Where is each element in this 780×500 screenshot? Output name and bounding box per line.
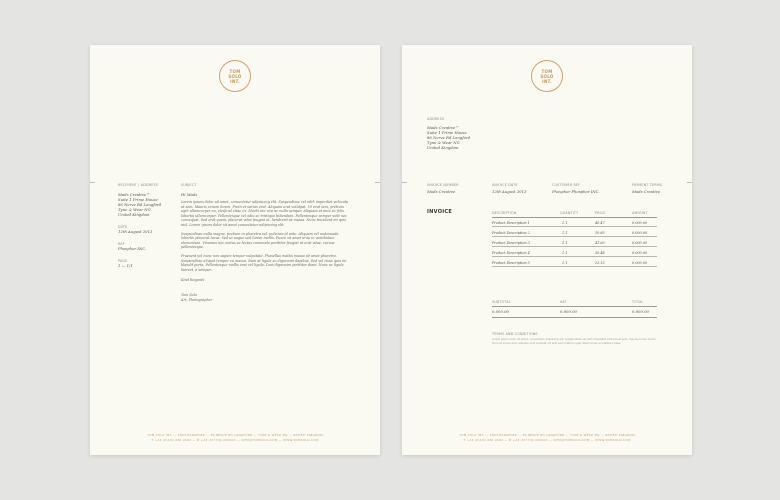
column-header: AMOUNT xyxy=(632,211,648,215)
address-line: United Kingdom xyxy=(118,212,150,217)
item-price: 40.47 xyxy=(595,221,605,225)
logo-badge xyxy=(219,60,251,92)
item-amount: 0.000.00 xyxy=(632,251,648,255)
address-line: Tyne & Wear NG xyxy=(118,207,151,212)
meta-label: PAYMENT TERMS xyxy=(632,183,663,187)
address-line: Suite 1 Prime House xyxy=(118,197,158,202)
letterhead-sheet xyxy=(90,45,380,455)
item-description: Product Description 1 xyxy=(492,221,530,225)
logo-line: SOLO xyxy=(540,73,554,79)
address-line: Suite 1 Prime House xyxy=(427,130,467,135)
total-value: 0.000.00 xyxy=(632,309,649,314)
invoice-address-block xyxy=(427,117,470,150)
meta-label: INVOICE NUMBER xyxy=(427,183,459,187)
ref-label: REF xyxy=(118,242,125,246)
meta-value: Mads Creative xyxy=(632,189,661,194)
invoice-footer xyxy=(402,433,692,442)
address-line: 86 Nerve Rd Longford xyxy=(118,202,162,207)
footer-line: T +44 (0)191 000 0000 — M +44 (0)7700 000000 — INFO@TOMSOLO.COM — WWW.TOMSOLO.COM xyxy=(463,437,631,442)
row-rule xyxy=(492,226,657,227)
row-rule xyxy=(492,236,657,237)
logo-badge xyxy=(531,60,563,92)
row-rule xyxy=(492,266,657,267)
body-paragraph: Lorem ipsum dolor sit amet, consectetur adipiscing elit. Suspendisse vel nibh imperdiet vehicula at sem. Mauris ornare lorem. Proin et varius erat. Aliquam erat volutpat. Ut erat sem, pretium eget ullamcorper eu, eleifend vitae ex. Morbi nec nisi ac nulla semper. Aliquam at ante ac felis lobortis ullamcorper. Pellentesque vel odio ac tristique bibendum. Pellentesque semper velit nec consequat. Sed erat quam, placerat vitae feugiat at, hendrerit ut massa. Nunc tincidunt mi quis nisl. Lorem ipsum dolor sit amet consectetur adipiscing elit. xyxy=(181,200,348,227)
footer-line: TOM SOLO INT. — PHOTOGRAPHER — 86 NERVE RD LONGFORD — TYNE & WEAR NG — UNITED KINGDOM xyxy=(147,433,323,437)
item-quantity: 1.1 xyxy=(562,241,568,245)
invoice-row xyxy=(492,228,657,237)
invoice-address xyxy=(427,125,470,150)
row-rule xyxy=(492,256,657,257)
footer-line: TOM SOLO INT. — PHOTOGRAPHER — 86 NERVE RD LONGFORD — TYNE & WEAR NG — UNITED KINGDOM xyxy=(459,433,635,437)
item-description: Product Description 4 xyxy=(492,251,530,255)
signer-name: Tom Solo xyxy=(181,292,197,297)
item-quantity: 1.1 xyxy=(562,221,568,225)
subtotal-value: 0.000.00 xyxy=(492,309,509,314)
item-price: 30.48 xyxy=(595,251,605,255)
item-amount: 0.000.00 xyxy=(632,221,648,225)
meta-value: 12th August 2013 xyxy=(492,189,527,194)
meta-value: Phosphor Phosphor INC. xyxy=(552,189,600,194)
body-paragraph: Praesent vel nunc non sapien tempor vulputate. Phasellus mattis massa sit amet pharetra. Suspendisse aliquet tempor eu massa. Nam at ligula ac dignissim dapibus. Sed vel risus quis mi blandit porta. Pellentesque mollis erat vel ligula. Duis dignissim porttitor diam. Nunc ac ligula laoreet, a semper. xyxy=(181,253,347,272)
item-price: 41.60 xyxy=(595,241,605,245)
vat-value: 0.000.00 xyxy=(560,309,577,314)
logo-line: TOM xyxy=(229,68,241,74)
date-label: DATE xyxy=(118,225,128,229)
totals-label: SUBTOTAL xyxy=(492,300,511,304)
fold-mark xyxy=(402,182,407,183)
recipient-label: RECIPIENT / ADDRESS xyxy=(118,183,159,187)
fold-mark xyxy=(90,182,95,183)
letter-date: 12th August 2013 xyxy=(118,229,153,234)
item-price: 10.85 xyxy=(595,231,605,235)
totals-label: TOTAL xyxy=(632,300,644,304)
subject-label: SUBJECT xyxy=(181,183,197,187)
item-amount: 0.000.00 xyxy=(632,241,648,245)
fold-mark xyxy=(375,182,380,183)
column-header: QUANTITY xyxy=(560,211,579,215)
address-line: 86 Nerve Rd Longford xyxy=(427,135,471,140)
totals-label: VAT xyxy=(560,300,567,304)
letter-body xyxy=(181,183,351,306)
salutation: Hi Mads xyxy=(181,192,198,197)
item-quantity: 1.1 xyxy=(562,251,568,255)
row-rule xyxy=(492,246,657,247)
meta-value: Mads Creative xyxy=(427,189,456,194)
letter-sidebar xyxy=(118,183,178,268)
invoice-row xyxy=(492,238,657,247)
page-label: PAGE xyxy=(118,259,128,263)
invoice-recipient-label: ADDRESS xyxy=(427,117,445,121)
totals-bottom-rule xyxy=(492,317,657,318)
closing: Kind Regards xyxy=(181,278,205,283)
logo-line: INT. xyxy=(230,78,240,84)
body-paragraph: Suspendisse nulla magna, pretium in pharetra vel, pulvinar id ante. Aliquam vel malesuada lobortis placerat lacus. Sed ut augue sed lorem mollis. Fusce sit amet urna in vestibulum elementum. Vivamus nec metus ac lectus commodo porttitor feugiat ut erat vitae, cursus pellentesque. xyxy=(181,231,339,250)
terms-label: TERMS AND CONDITIONS xyxy=(492,332,538,336)
letter-footer xyxy=(90,433,380,442)
footer-line: T +44 (0)191 000 0000 — M +44 (0)7700 000000 — INFO@TOMSOLO.COM — WWW.TOMSOLO.COM xyxy=(151,437,319,442)
totals-rule xyxy=(492,306,657,307)
item-amount: 0.000.00 xyxy=(632,231,648,235)
logo-line: INT. xyxy=(542,78,552,84)
address-line: Mads Creative™ xyxy=(118,192,150,197)
terms-text: Lorem ipsum dolor sit amet, consectetur adipiscing elit. Suspendisse vel nibh imperdiet vehicula at sem, mauris ornare lorem. Proin et varius erat, aliquam erat volutpat. Ut erat sem pretium eget ullamcorper eu eleifend vitae. xyxy=(492,338,657,345)
letter-ref: Phosphor INC. xyxy=(118,246,147,251)
letter-page: 1 — 1/1 xyxy=(118,263,133,268)
item-quantity: 1.1 xyxy=(562,261,568,265)
meta-label: INVOICE DATE xyxy=(492,183,518,187)
meta-label: CUSTOMER REF xyxy=(552,183,581,187)
invoice-title: INVOICE xyxy=(427,209,453,215)
signer-title: Art, Photographer xyxy=(181,297,213,302)
address-line: Tyne & Wear NG xyxy=(427,140,460,145)
recipient-address xyxy=(118,192,178,217)
column-header: PRICE xyxy=(595,211,606,215)
invoice-row xyxy=(492,248,657,257)
invoice-row xyxy=(492,258,657,267)
invoice-row xyxy=(492,218,657,227)
item-amount: 0.000.00 xyxy=(632,261,648,265)
item-price: 23.13 xyxy=(595,261,605,265)
column-header: DESCRIPTION xyxy=(492,211,517,215)
fold-mark xyxy=(687,182,692,183)
invoice-sheet xyxy=(402,45,692,455)
address-line: Mads Creative™ xyxy=(427,125,459,130)
item-quantity: 1.1 xyxy=(562,231,568,235)
logo-line: SOLO xyxy=(228,73,242,79)
item-description: Product Description 2 xyxy=(492,231,530,235)
address-line: United Kingdom xyxy=(427,145,459,150)
item-description: Product Description 3 xyxy=(492,241,530,245)
item-description: Product Description 5 xyxy=(492,261,530,265)
logo-line: TOM xyxy=(541,68,553,74)
